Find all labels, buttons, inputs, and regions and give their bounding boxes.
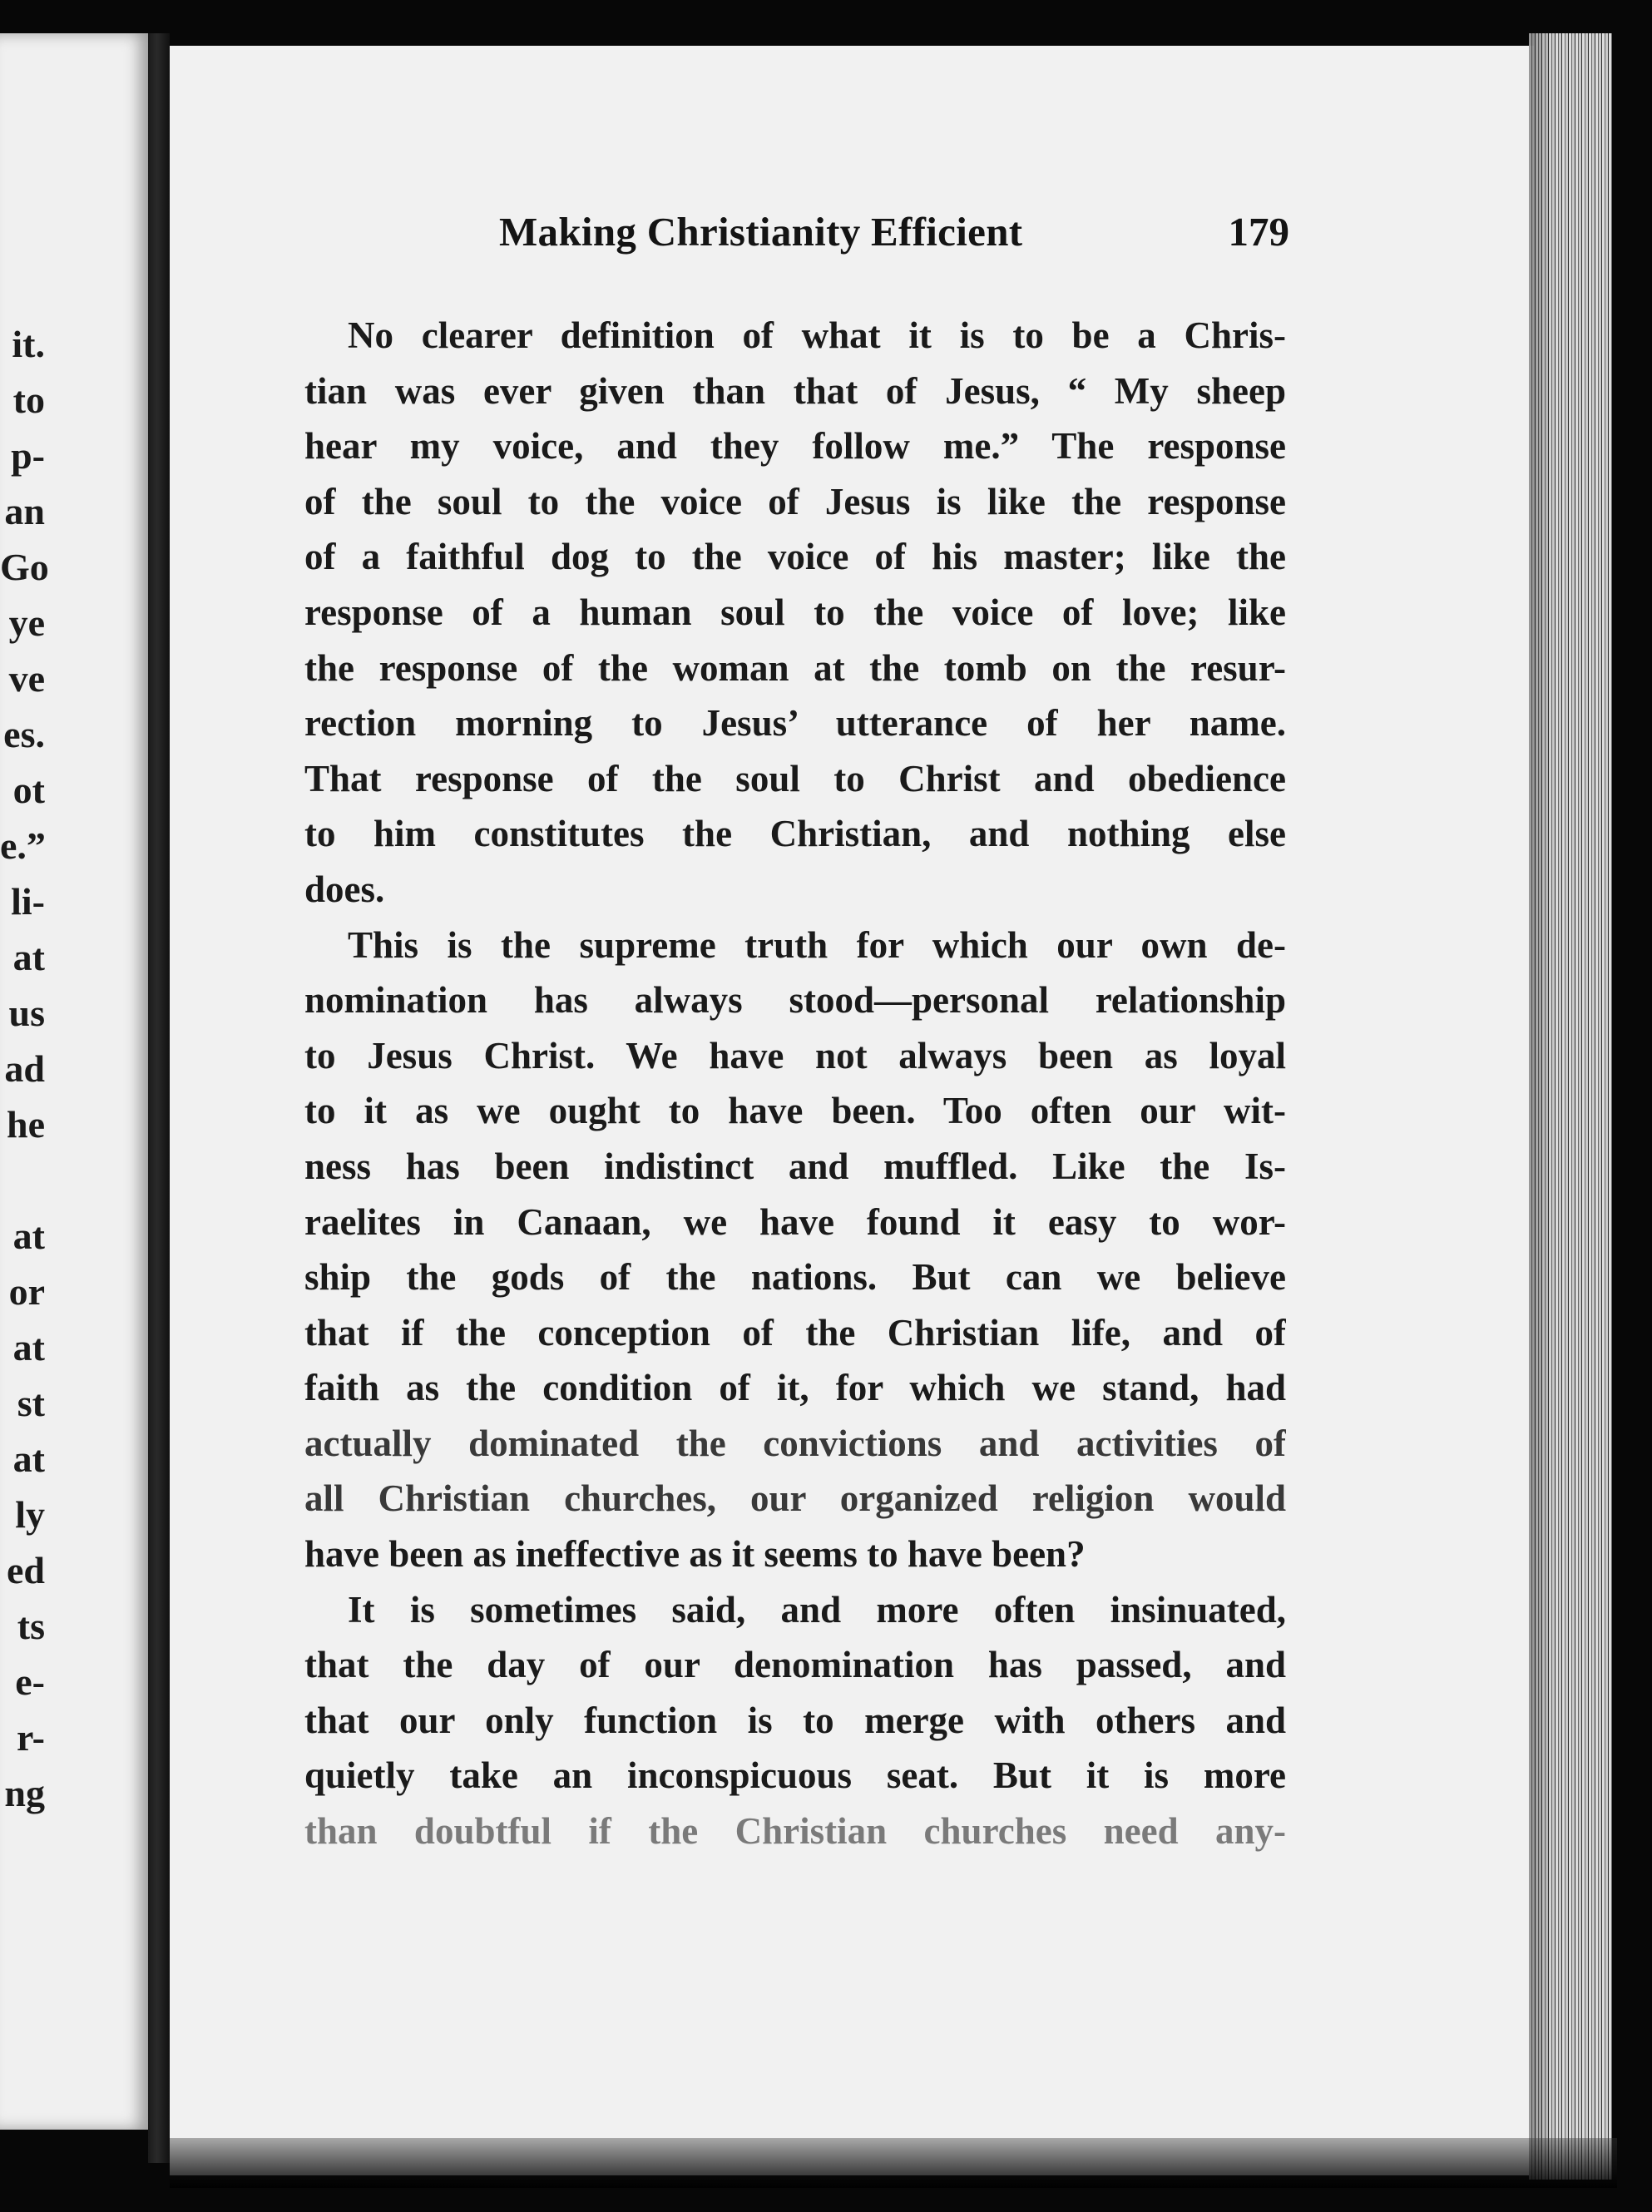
paragraph-3 <box>304 1582 1286 1859</box>
fragment-line: us <box>8 992 45 1034</box>
fragment-line: li- <box>11 880 45 923</box>
fragment-line: he <box>7 1103 45 1146</box>
facing-page-left <box>0 33 151 2130</box>
fragment-line: ye <box>8 601 45 644</box>
bottom-shadow <box>170 2138 1617 2188</box>
paragraph-1 <box>304 308 1286 918</box>
text-line: tian was ever given than that of Jesus, “ My sheep <box>304 369 1286 412</box>
text-line: raelites in Canaan, we have found it easy to wor- <box>304 1200 1286 1243</box>
text-line: to Jesus Christ. We have not always been as loyal <box>304 1034 1286 1076</box>
text-line: of the soul to the voice of Jesus is like the response <box>304 480 1286 522</box>
text-line: quietly take an inconspicuous seat. But it is more <box>304 1754 1286 1797</box>
fragment-line: an <box>4 490 45 532</box>
text-line: all Christian churches, our organized religion would <box>304 1477 1286 1520</box>
fragment-line: ts <box>17 1605 45 1647</box>
facing-page-text-fragments <box>0 316 148 1821</box>
running-head-title: Making Christianity Efficient <box>499 209 1023 255</box>
fragment-line: ad <box>4 1047 45 1090</box>
text-line: to him constitutes the Christian, and nothing else <box>304 813 1286 855</box>
text-line: that if the conception of the Christian life, and of <box>304 1311 1286 1353</box>
text-line: hear my voice, and they follow me.” The response <box>304 425 1286 468</box>
body-text <box>304 308 1286 1859</box>
text-line: faith as the condition of it, for which we stand, had <box>304 1367 1286 1409</box>
text-line: This is the supreme truth for which our own de- <box>348 923 1286 966</box>
fragment-line: p- <box>11 434 45 477</box>
text-line: than doubtful if the Christian churches need any- <box>304 1810 1286 1853</box>
fragment-line: st <box>17 1382 45 1424</box>
text-line: of a faithful dog to the voice of his master; like the <box>304 536 1286 578</box>
text-line: actually dominated the convictions and activities of <box>304 1422 1286 1464</box>
fragment-line: es. <box>3 713 45 755</box>
fragment-gap <box>0 1152 148 1208</box>
text-line: that the day of our denomination has passed, and <box>304 1644 1286 1686</box>
fragment-line: at <box>12 1215 45 1257</box>
fragment-line: or <box>8 1270 45 1313</box>
text-line: That response of the soul to Christ and obedience <box>304 757 1286 799</box>
text-line: that our only function is to merge with others and <box>304 1699 1286 1741</box>
fragment-line: at <box>12 1326 45 1368</box>
text-line: rection morning to Jesus’ utterance of her name. <box>304 702 1286 745</box>
text-line: does. <box>304 868 385 910</box>
page-edge-shadow <box>1529 33 1554 2180</box>
fragment-line: it. <box>12 323 45 365</box>
fragment-line: ed <box>7 1549 45 1591</box>
fragment-line: to <box>12 379 45 421</box>
fragment-line: e.” <box>0 824 46 867</box>
running-head <box>499 208 1289 266</box>
fragment-line: at <box>12 1438 45 1480</box>
text-line: ship the gods of the nations. But can we believe <box>304 1256 1286 1299</box>
fragment-line: ot <box>12 769 45 811</box>
book-gutter <box>148 33 170 2163</box>
text-line: nomination has always stood—personal relationship <box>304 979 1286 1022</box>
text-line: No clearer definition of what it is to be a Chris- <box>348 314 1286 356</box>
fragment-line: Go <box>0 546 49 588</box>
fragment-line: ng <box>4 1772 45 1814</box>
fragment-line: r- <box>16 1716 45 1759</box>
text-line: to it as we ought to have been. Too often our wit- <box>304 1090 1286 1132</box>
text-line: ness has been indistinct and muffled. Like the Is- <box>304 1145 1286 1187</box>
page-number: 179 <box>1228 209 1289 255</box>
fragment-line: ly <box>15 1493 45 1536</box>
fragment-line: at <box>12 936 45 978</box>
text-line: the response of the woman at the tomb on the resur- <box>304 646 1286 689</box>
paragraph-2 <box>304 918 1286 1582</box>
fragment-line: e- <box>15 1660 45 1703</box>
text-line: It is sometimes said, and more often insinuated, <box>348 1588 1286 1631</box>
text-line: response of a human soul to the voice of love; like <box>304 591 1286 633</box>
text-line: have been as ineffective as it seems to have been? <box>304 1533 1086 1576</box>
fragment-line: ve <box>8 657 45 700</box>
